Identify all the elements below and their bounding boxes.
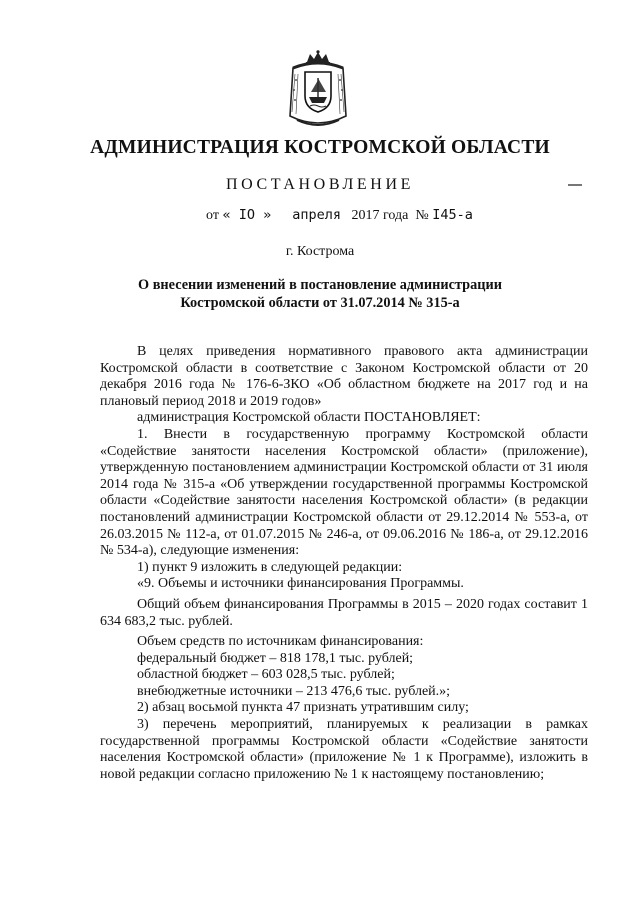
number-sign: № xyxy=(415,208,429,223)
date-prefix: от xyxy=(206,208,219,223)
paragraph-quote-start: «9. Объемы и источники финансирования Программы. xyxy=(137,576,464,592)
document-number: I45-а xyxy=(432,207,473,223)
subject-line-1: О внесении изменений в постановление администрации xyxy=(138,277,502,293)
paragraph-sources-heading: Объем средств по источникам финансирования: xyxy=(137,634,424,650)
paragraph-subitem-3: 3) перечень мероприятий, планируемых к реализации в рамках государственной программы Костромской области «Содействие занятости населения Костромской области» (приложение № 1 к Программе), изложить в новой редакции согласно приложению № 1 к настоящему постановлению; xyxy=(100,717,588,782)
organization-title: АДМИНИСТРАЦИЯ КОСТРОМСКОЙ ОБЛАСТИ xyxy=(90,137,550,158)
subject-title xyxy=(0,276,640,312)
paragraph-total-financing: Общий объем финансирования Программы в 2015 – 2020 годах составит 1 634 683,2 тыс. рублей. xyxy=(100,596,588,629)
paragraph-preamble: В целях приведения нормативного правового акта администрации Костромской области в соответствие с Законом Костромской области от 20 декабря 2016 года № 176-6-ЗКО «Об областном бюджете на 2017 год и на плановый период 2018 и 2019 годов» xyxy=(100,344,588,409)
city: г. Кострома xyxy=(285,244,355,259)
subject-line-2: Костромской области от 31.07.2014 № 315-а xyxy=(180,295,460,311)
coat-of-arms-emblem xyxy=(283,50,353,134)
document-body xyxy=(100,344,588,783)
paragraph-resolves: администрация Костромской области ПОСТАНОВЛЯЕТ: xyxy=(137,410,481,426)
paragraph-subitem-1: 1) пункт 9 изложить в следующей редакции: xyxy=(137,559,403,575)
paragraph-extrabudgetary: внебюджетные источники – 213 476,6 тыс. рублей.»; xyxy=(137,683,451,699)
paragraph-subitem-2: 2) абзац восьмой пункта 47 признать утратившим силу; xyxy=(137,700,469,716)
document-type: ПОСТАНОВЛЕНИЕ xyxy=(226,176,414,193)
date-month: апреля xyxy=(292,207,341,223)
date-line xyxy=(206,207,473,224)
date-day: « IO » xyxy=(222,207,272,223)
paragraph-federal-budget: федеральный бюджет – 818 178,1 тыс. рублей; xyxy=(137,650,414,666)
paragraph-item-1: 1. Внести в государственную программу Костромской области «Содействие занятости населения Костромской области» (приложение), утвержденную постановлением администрации Костромской области от 31 июля 2014 года № 315-а «Об утверждении государственной программы Костромской области «Содействие занятости населения Костромской области» (в редакции постановлений администрации Костромской области от 29.12.2014 № 553-а, от 26.03.2015 № 112-а, от 01.07.2015 № 246-а, от 09.06.2016 № 186-а, от 29.12.2016 № 534-а), следующие изменения: xyxy=(100,426,588,559)
paragraph-regional-budget: областной бюджет – 603 028,5 тыс. рублей; xyxy=(137,667,395,683)
date-year: 2017 года xyxy=(351,208,409,223)
